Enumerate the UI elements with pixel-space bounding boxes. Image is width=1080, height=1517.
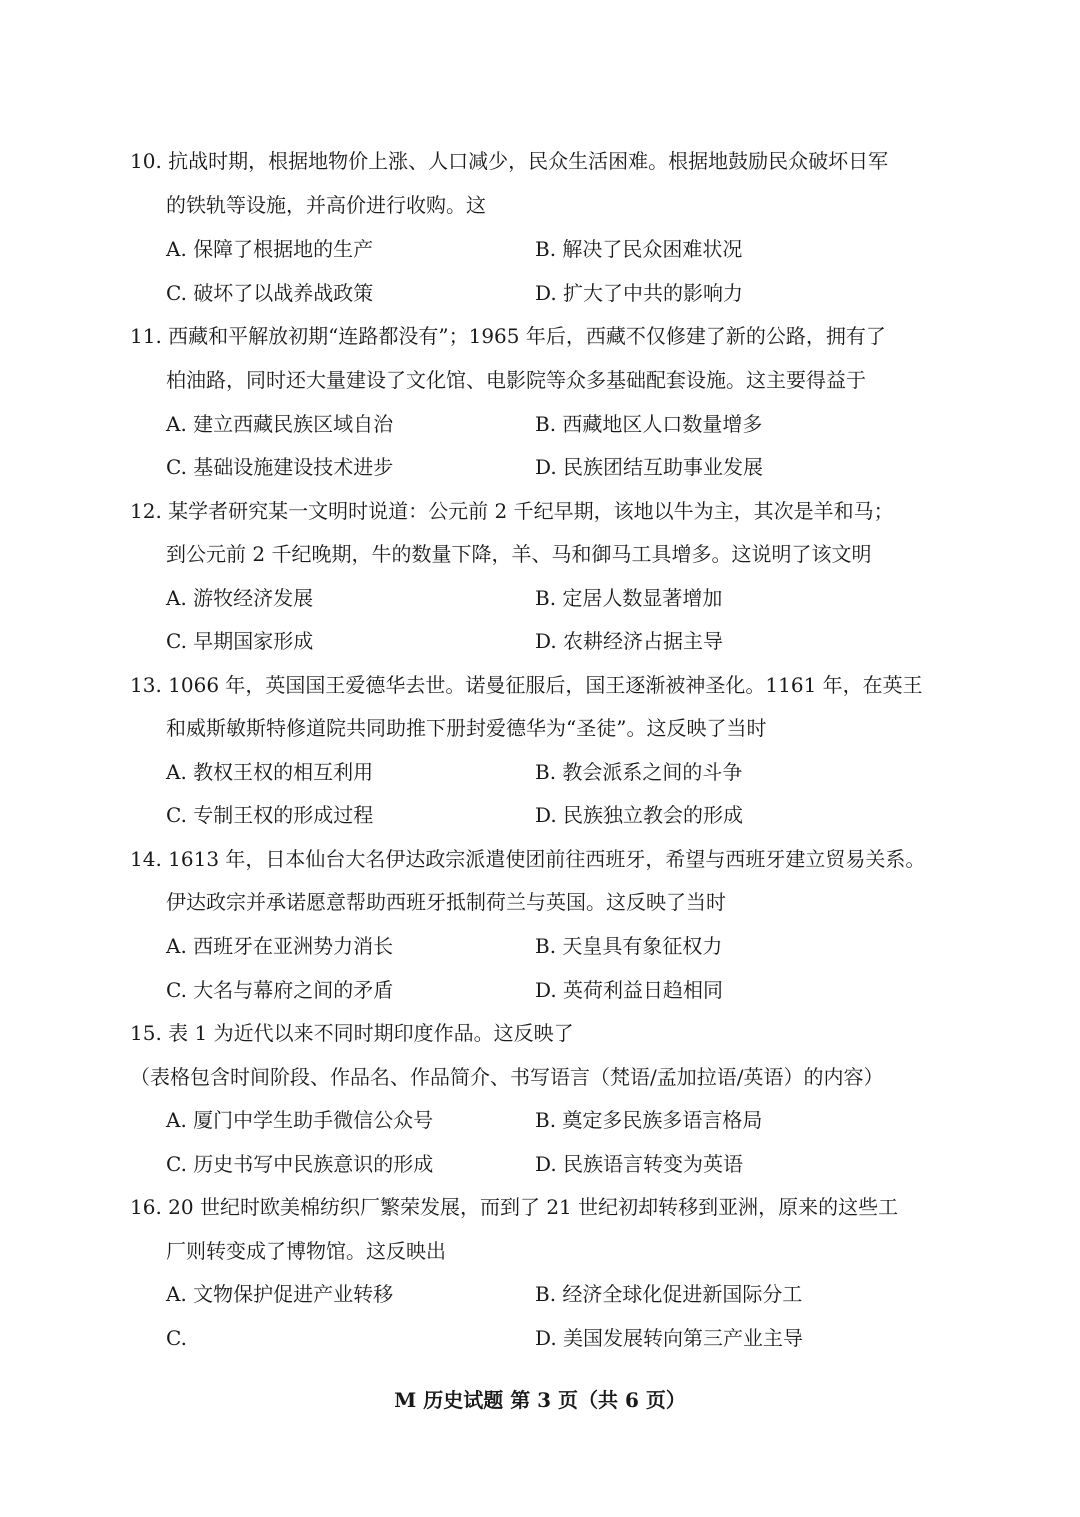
question-15-option-b: B. 奠定多民族多语言格局 bbox=[535, 1108, 763, 1132]
question-11-option-b: B. 西藏地区人口数量增多 bbox=[535, 412, 763, 436]
question-15-option-d: D. 民族语言转变为英语 bbox=[535, 1152, 744, 1176]
question-15-stem-line-1: 15. 表 1 为近代以来不同时期印度作品。这反映了 bbox=[130, 1021, 574, 1045]
question-11-option-a: A. 建立西藏民族区域自治 bbox=[166, 412, 394, 436]
question-13-stem-line-1: 13. 1066 年，英国国王爱德华去世。诺曼征服后，国王逐渐被神圣化。1161 年，在英王 bbox=[130, 673, 923, 697]
question-15-option-a: A. 厦门中学生助手微信公众号 bbox=[166, 1108, 434, 1132]
question-14-option-b: B. 天皇具有象征权力 bbox=[535, 934, 723, 958]
question-16-option-a: A. 文物保护促进产业转移 bbox=[166, 1282, 394, 1306]
question-10-stem-line-1: 10. 抗战时期，根据地物价上涨、人口减少，民众生活困难。根据地鼓励民众破坏日军 bbox=[130, 149, 889, 173]
question-10-option-d: D. 扩大了中共的影响力 bbox=[535, 281, 744, 305]
question-10-option-c: C. 破坏了以战养战政策 bbox=[166, 281, 374, 305]
question-16-option-d: D. 美国发展转向第三产业主导 bbox=[535, 1326, 804, 1350]
question-14-stem-line-1: 14. 1613 年，日本仙台大名伊达政宗派遣使团前往西班牙，希望与西班牙建立贸易关系。 bbox=[130, 847, 926, 871]
question-16-stem-line-2: 厂则转变成了博物馆。这反映出 bbox=[166, 1239, 446, 1263]
question-10-option-b: B. 解决了民众困难状况 bbox=[535, 237, 743, 261]
question-12-stem-line-2: 到公元前 2 千纪晚期，牛的数量下降，羊、马和御马工具增多。这说明了该文明 bbox=[166, 542, 872, 566]
question-12-option-d: D. 农耕经济占据主导 bbox=[535, 629, 724, 653]
question-15-table-note: （表格包含时间阶段、作品名、作品简介、书写语言（梵语/孟加拉语/英语）的内容） bbox=[130, 1065, 884, 1089]
question-12-option-a: A. 游牧经济发展 bbox=[166, 586, 314, 610]
page-footer: M 历史试题 第 3 页（共 6 页） bbox=[394, 1388, 686, 1412]
question-10-option-a: A. 保障了根据地的生产 bbox=[166, 237, 374, 261]
question-14-stem-line-2: 伊达政宗并承诺愿意帮助西班牙抵制荷兰与英国。这反映了当时 bbox=[166, 890, 726, 914]
question-13-option-c: C. 专制王权的形成过程 bbox=[166, 803, 374, 827]
question-16-option-b: B. 经济全球化促进新国际分工 bbox=[535, 1282, 803, 1306]
question-13-option-d: D. 民族独立教会的形成 bbox=[535, 803, 744, 827]
question-12-stem-line-1: 12. 某学者研究某一文明时说道：公元前 2 千纪早期，该地以牛为主，其次是羊和马； bbox=[130, 499, 894, 523]
question-16-option-c: C. bbox=[166, 1326, 187, 1350]
question-13-option-a: A. 教权王权的相互利用 bbox=[166, 760, 374, 784]
question-14-option-c: C. 大名与幕府之间的矛盾 bbox=[166, 978, 394, 1002]
question-11-option-d: D. 民族团结互助事业发展 bbox=[535, 455, 764, 479]
question-12-option-c: C. 早期国家形成 bbox=[166, 629, 314, 653]
question-12-option-b: B. 定居人数显著增加 bbox=[535, 586, 723, 610]
question-14-option-a: A. 西班牙在亚洲势力消长 bbox=[166, 934, 394, 958]
question-14-option-d: D. 英荷利益日趋相同 bbox=[535, 978, 724, 1002]
question-11-stem-line-1: 11. 西藏和平解放初期“连路都没有”；1965 年后，西藏不仅修建了新的公路，拥有了 bbox=[130, 324, 886, 348]
question-15-option-c: C. 历史书写中民族意识的形成 bbox=[166, 1152, 434, 1176]
question-16-stem-line-1: 16. 20 世纪时欧美棉纺织厂繁荣发展，而到了 21 世纪初却转移到亚洲，原来的这些工 bbox=[130, 1195, 899, 1219]
question-11-stem-line-2: 柏油路，同时还大量建设了文化馆、电影院等众多基础配套设施。这主要得益于 bbox=[166, 368, 866, 392]
question-13-stem-line-2: 和威斯敏斯特修道院共同助推下册封爱德华为“圣徒”。这反映了当时 bbox=[166, 716, 767, 740]
question-13-option-b: B. 教会派系之间的斗争 bbox=[535, 760, 743, 784]
question-11-option-c: C. 基础设施建设技术进步 bbox=[166, 455, 394, 479]
question-10-stem-line-2: 的铁轨等设施，并高价进行收购。这 bbox=[166, 193, 486, 217]
